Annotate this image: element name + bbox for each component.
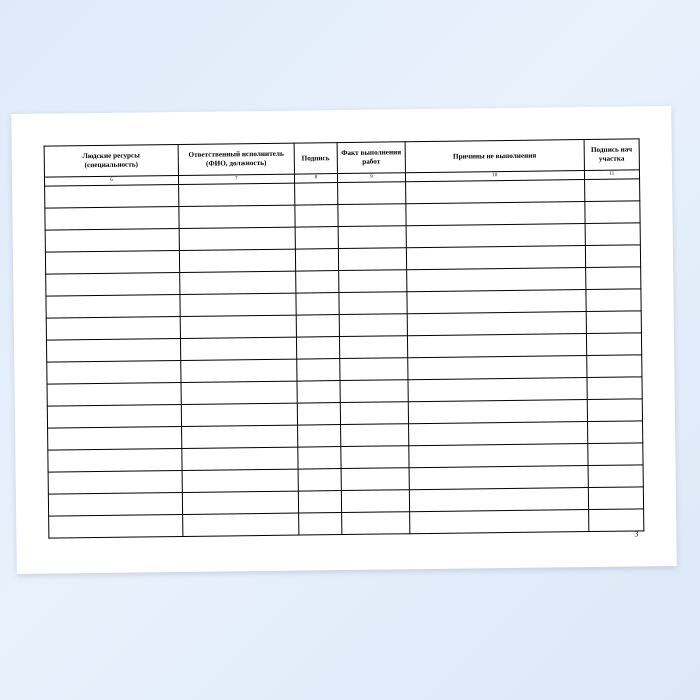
- table-cell-col3: [297, 381, 340, 404]
- table-cell-col2: [181, 403, 297, 426]
- table-cell-col6: [585, 223, 641, 246]
- column-number-6: 6: [44, 176, 178, 187]
- column-header-people: [44, 145, 178, 178]
- table-cell-col4: [341, 446, 410, 469]
- table-cell-col6: [587, 377, 643, 400]
- table-cell-col3: [298, 469, 341, 492]
- column-header-chief-signature-line1: Подпись нач: [590, 145, 633, 154]
- table-cell-col4: [338, 248, 407, 271]
- table-cell-col1: [48, 470, 182, 494]
- document-sheet: [11, 106, 677, 574]
- column-header-completion-fact: [337, 142, 406, 174]
- table-cell-col4: [338, 226, 407, 249]
- table-cell-col1: [45, 207, 179, 231]
- table-cell-col5: [410, 510, 589, 534]
- table-cell-col1: [49, 514, 183, 538]
- table-cell-col2: [179, 227, 295, 250]
- column-number-10: 10: [406, 171, 585, 182]
- column-header-chief-signature-line2: участка: [598, 154, 625, 163]
- table-cell-col5: [408, 400, 587, 424]
- column-number-11: 11: [584, 170, 639, 180]
- table-cell-col1: [48, 448, 182, 472]
- table-cell-col5: [408, 334, 587, 358]
- table-cell-col2: [181, 425, 297, 448]
- table-cell-col4: [338, 204, 407, 227]
- table-cell-col2: [182, 491, 298, 514]
- table-cell-col4: [337, 182, 406, 205]
- table-cell-col5: [406, 202, 585, 226]
- table-cell-col2: [182, 469, 298, 492]
- table-cell-col1: [46, 273, 180, 297]
- table-cell-col3: [297, 359, 340, 382]
- table-body: [45, 179, 644, 538]
- column-header-signature-line1: Подпись: [301, 153, 330, 163]
- table-cell-col4: [339, 358, 408, 381]
- column-header-signature: [294, 143, 337, 175]
- column-header-people-line2: (специальность): [84, 160, 138, 170]
- table-cell-col3: [296, 271, 339, 294]
- table-cell-col4: [340, 424, 409, 447]
- table-cell-col1: [48, 426, 182, 450]
- table-cell-col4: [341, 490, 410, 513]
- table-cell-col6: [586, 333, 642, 356]
- table-cell-col1: [47, 404, 181, 428]
- table-cell-col1: [46, 338, 180, 362]
- table-cell-col5: [408, 378, 587, 402]
- column-number-8: 8: [294, 174, 337, 184]
- table-cell-col5: [407, 290, 586, 314]
- table-cell-col2: [179, 205, 295, 228]
- table-cell-col3: [299, 513, 342, 536]
- table-cell-col1: [45, 229, 179, 253]
- table-cell-col5: [409, 466, 588, 490]
- table-cell-col6: [584, 179, 640, 202]
- table-cell-col5: [409, 488, 588, 512]
- table-cell-col2: [182, 447, 298, 470]
- table-cell-col2: [179, 249, 295, 272]
- column-header-noncompletion-reasons-line1: Причины не выполнения: [452, 151, 537, 161]
- table-cell-col2: [181, 359, 297, 382]
- table-cell-col2: [178, 183, 294, 206]
- table-cell-col3: [298, 447, 341, 470]
- column-header-responsible-line2: (ФИО, должность): [205, 158, 267, 168]
- table-cell-col1: [46, 295, 180, 319]
- column-number-7: 7: [178, 174, 294, 184]
- document-content: [44, 138, 645, 547]
- table-cell-col4: [341, 468, 410, 491]
- table-cell-col4: [339, 336, 408, 359]
- table-cell-col3: [294, 183, 337, 206]
- table-cell-col4: [339, 292, 408, 315]
- column-header-responsible: [178, 143, 294, 175]
- table-cell-col5: [407, 312, 586, 336]
- table-cell-col2: [182, 513, 298, 536]
- table-cell-col6: [585, 245, 641, 268]
- table-cell-col4: [338, 270, 407, 293]
- table-cell-col6: [585, 267, 641, 290]
- table-cell-col4: [341, 512, 410, 535]
- table-cell-col6: [586, 311, 642, 334]
- table-cell-col6: [587, 421, 643, 444]
- column-header-chief-signature: [584, 139, 640, 171]
- table-cell-col3: [295, 205, 338, 228]
- table-cell-col6: [586, 355, 642, 378]
- table-cell-col5: [409, 422, 588, 446]
- table-cell-col6: [588, 509, 644, 532]
- table-cell-col5: [406, 180, 585, 204]
- column-header-responsible-line1: Ответственный исполнитель: [188, 149, 284, 159]
- table-cell-col2: [181, 381, 297, 404]
- column-header-completion-fact-line2: работ: [362, 157, 381, 166]
- table-cell-col3: [297, 403, 340, 426]
- table-cell-col3: [296, 293, 339, 316]
- column-header-people-line1: Людские ресурсы: [82, 151, 140, 161]
- column-header-completion-fact-line1: Факт выполнения: [341, 148, 402, 158]
- table-cell-col5: [406, 224, 585, 248]
- table-cell-col2: [180, 271, 296, 294]
- work-log-table: [44, 138, 645, 538]
- table-cell-col3: [295, 249, 338, 272]
- table-cell-col2: [180, 293, 296, 316]
- table-cell-col3: [298, 491, 341, 514]
- table-cell-col3: [297, 425, 340, 448]
- table-cell-col1: [47, 382, 181, 406]
- table-cell-col1: [46, 317, 180, 341]
- table-cell-col1: [45, 251, 179, 275]
- column-header-noncompletion-reasons: [405, 140, 584, 173]
- table-cell-col3: [295, 227, 338, 250]
- table-cell-col4: [339, 314, 408, 337]
- table-cell-col5: [408, 356, 587, 380]
- table-cell-col6: [588, 487, 644, 510]
- table-cell-col5: [407, 246, 586, 270]
- table-cell-col3: [296, 337, 339, 360]
- column-number-9: 9: [337, 173, 406, 183]
- table-cell-col6: [584, 201, 640, 224]
- page-number: 3: [634, 529, 639, 539]
- table-cell-col6: [587, 399, 643, 422]
- table-cell-col3: [296, 315, 339, 338]
- table-cell-col2: [180, 315, 296, 338]
- table-cell-col1: [47, 360, 181, 384]
- table-cell-col5: [409, 444, 588, 468]
- table-cell-col6: [587, 443, 643, 466]
- table-cell-col1: [45, 185, 179, 209]
- table-cell-col4: [340, 402, 409, 425]
- table-cell-col2: [180, 337, 296, 360]
- table-cell-col6: [588, 465, 644, 488]
- table-cell-col1: [48, 492, 182, 516]
- table-cell-col6: [586, 289, 642, 312]
- table-cell-col5: [407, 268, 586, 292]
- table-cell-col4: [340, 380, 409, 403]
